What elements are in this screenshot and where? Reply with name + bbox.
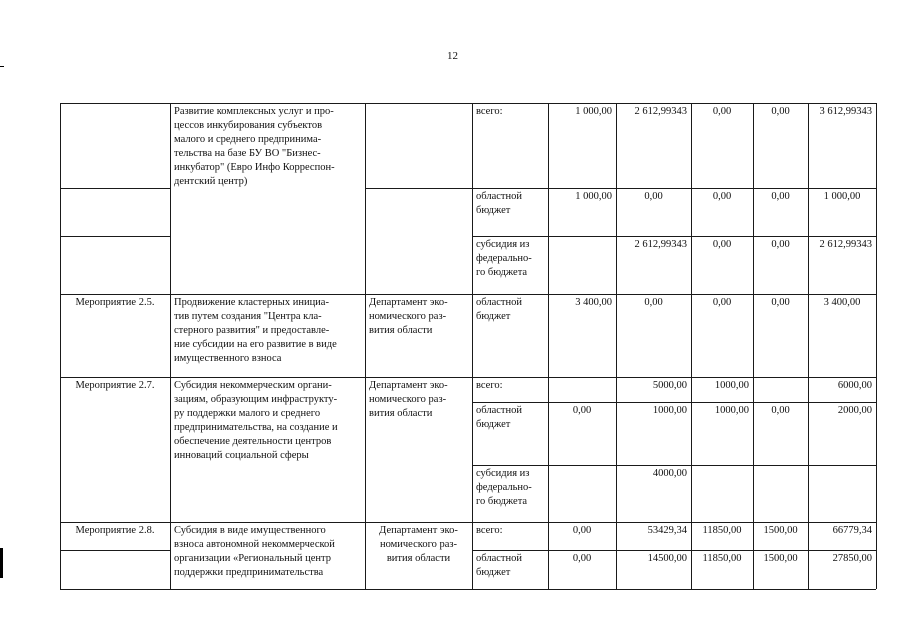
value-cell: 0,00 xyxy=(712,191,732,202)
total-cell: 66779,34 xyxy=(832,525,872,536)
value-cell: 0,00 xyxy=(771,239,790,250)
source-cell: областной бюджет xyxy=(476,553,522,578)
total-cell: 1 000,00 xyxy=(823,191,861,202)
measure-cell: Мероприятие 2.5. xyxy=(75,297,155,308)
value-cell: 0,00 xyxy=(771,297,790,308)
total-cell: 27850,00 xyxy=(832,553,872,564)
value-cell: 11850,00 xyxy=(702,553,742,564)
page-number: 12 xyxy=(447,50,458,62)
value-cell: 14500,00 xyxy=(647,553,687,564)
value-cell: 1000,00 xyxy=(652,405,687,416)
total-cell: 3 612,99343 xyxy=(819,106,872,117)
source-cell: всего: xyxy=(476,106,503,117)
executor-cell: Департамент эко- номического раз- вития области xyxy=(369,297,448,336)
executor-cell: Департамент эко- номического раз- вития области xyxy=(379,525,458,564)
value-cell: 0,00 xyxy=(572,553,592,564)
value-cell: 0,00 xyxy=(572,405,592,416)
value-cell: 0,00 xyxy=(572,525,592,536)
value-cell: 1500,00 xyxy=(763,525,798,536)
value-cell: 2 612,99343 xyxy=(634,106,687,117)
value-cell: 53429,34 xyxy=(647,525,687,536)
total-cell: 3 400,00 xyxy=(823,297,861,308)
measure-cell: Мероприятие 2.7. xyxy=(75,380,155,391)
total-cell: 6000,00 xyxy=(837,380,872,391)
value-cell: 5000,00 xyxy=(652,380,687,391)
executor-cell: Департамент эко- номического раз- вития области xyxy=(369,380,448,419)
value-cell: 0,00 xyxy=(644,297,663,308)
value-cell: 0,00 xyxy=(644,191,663,202)
description-cell: Продвижение кластерных инициа- тив путем создания "Центра кла- стерного развития" и предоставле- ние субсидии на его развитие в виде имущественного взноса xyxy=(174,297,337,364)
source-cell: областной бюджет xyxy=(476,405,522,430)
total-cell: 2 612,99343 xyxy=(819,239,872,250)
value-cell: 3 400,00 xyxy=(575,297,612,308)
source-cell: областной бюджет xyxy=(476,297,522,322)
value-cell: 0,00 xyxy=(712,239,732,250)
value-cell: 1000,00 xyxy=(714,380,749,391)
value-cell: 0,00 xyxy=(771,191,790,202)
measure-cell: Мероприятие 2.8. xyxy=(75,525,155,536)
value-cell: 0,00 xyxy=(712,297,732,308)
value-cell: 4000,00 xyxy=(652,468,687,479)
total-cell: 2000,00 xyxy=(837,405,872,416)
value-cell: 2 612,99343 xyxy=(634,239,687,250)
description-cell: Развитие комплексных услуг и про- цессов инкубирования субъектов малого и среднего предпринима- тельства на базе БУ ВО "Бизнес- инкубатор" (Евро Инфо Корреспон- дентский центр) xyxy=(174,106,335,187)
value-cell: 11850,00 xyxy=(702,525,742,536)
value-cell: 0,00 xyxy=(771,405,790,416)
value-cell: 0,00 xyxy=(771,106,790,117)
source-cell: всего: xyxy=(476,380,503,391)
value-cell: 0,00 xyxy=(712,106,732,117)
description-cell: Субсидия некоммерческим органи- зациям, образующим инфраструкту- ру поддержки малого и среднего предпринимательства, на создание и обеспечение деятельности центров инноваций социальной сферы xyxy=(174,380,338,461)
description-cell: Субсидия в виде имущественного взноса автономной некоммерческой организации «Региональный центр поддержки предпринимательства xyxy=(174,525,335,578)
scan-mark xyxy=(0,548,3,578)
value-cell: 1500,00 xyxy=(763,553,798,564)
source-cell: субсидия из федерально- го бюджета xyxy=(476,468,532,507)
source-cell: всего: xyxy=(476,525,503,536)
value-cell: 1000,00 xyxy=(714,405,749,416)
value-cell: 1 000,00 xyxy=(575,106,612,117)
value-cell: 1 000,00 xyxy=(575,191,612,202)
scan-mark xyxy=(0,66,4,67)
source-cell: областной бюджет xyxy=(476,191,522,216)
source-cell: субсидия из федерально- го бюджета xyxy=(476,239,532,278)
